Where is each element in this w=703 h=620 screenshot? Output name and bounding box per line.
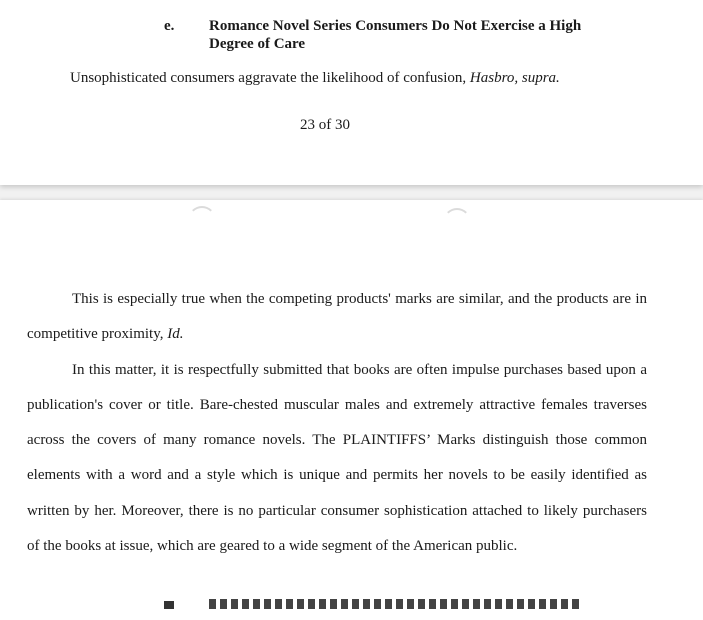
- cut-off-heading: [164, 599, 584, 609]
- loading-spinner-icon: [443, 208, 471, 236]
- document-page-top: [0, 0, 703, 185]
- body-paragraph: In this matter, it is respectfully submitted that books are often impulse purchases based upon a publication's cover or title. Bare-chested muscular males and extremely attractive females traverses across the covers of many romance novels. The PLAINTIFFS’ Marks distinguish those common elements with a word and a style which is unique and permits her novels to be easily identified as written by her. Moreover, there is no particular consumer sophistication attached to likely purchasers of the books at issue, which are geared to a wide segment of the American public.: [27, 361, 647, 555]
- loading-spinner-icon: [188, 206, 216, 234]
- document-page-bottom: [0, 200, 703, 620]
- top-paragraph-citation: Hasbro, supra.: [469, 70, 560, 86]
- body-text: [27, 282, 647, 564]
- body-paragraph: [27, 282, 647, 353]
- body-paragraph-1-citation: Id.: [167, 326, 184, 343]
- section-heading: Romance Novel Series Consumers Do Not Exercise a High Degree of Care: [209, 18, 582, 52]
- page-number: 23 of 30: [300, 117, 350, 133]
- top-paragraph-text: Unsophisticated consumers aggravate the likelihood of confusion,: [70, 70, 470, 86]
- top-paragraph: [70, 70, 560, 87]
- body-paragraph-1-text: This is especially true when the competing products' marks are similar, and the products are in competitive proximity,: [27, 291, 647, 343]
- section-letter: e.: [164, 18, 175, 34]
